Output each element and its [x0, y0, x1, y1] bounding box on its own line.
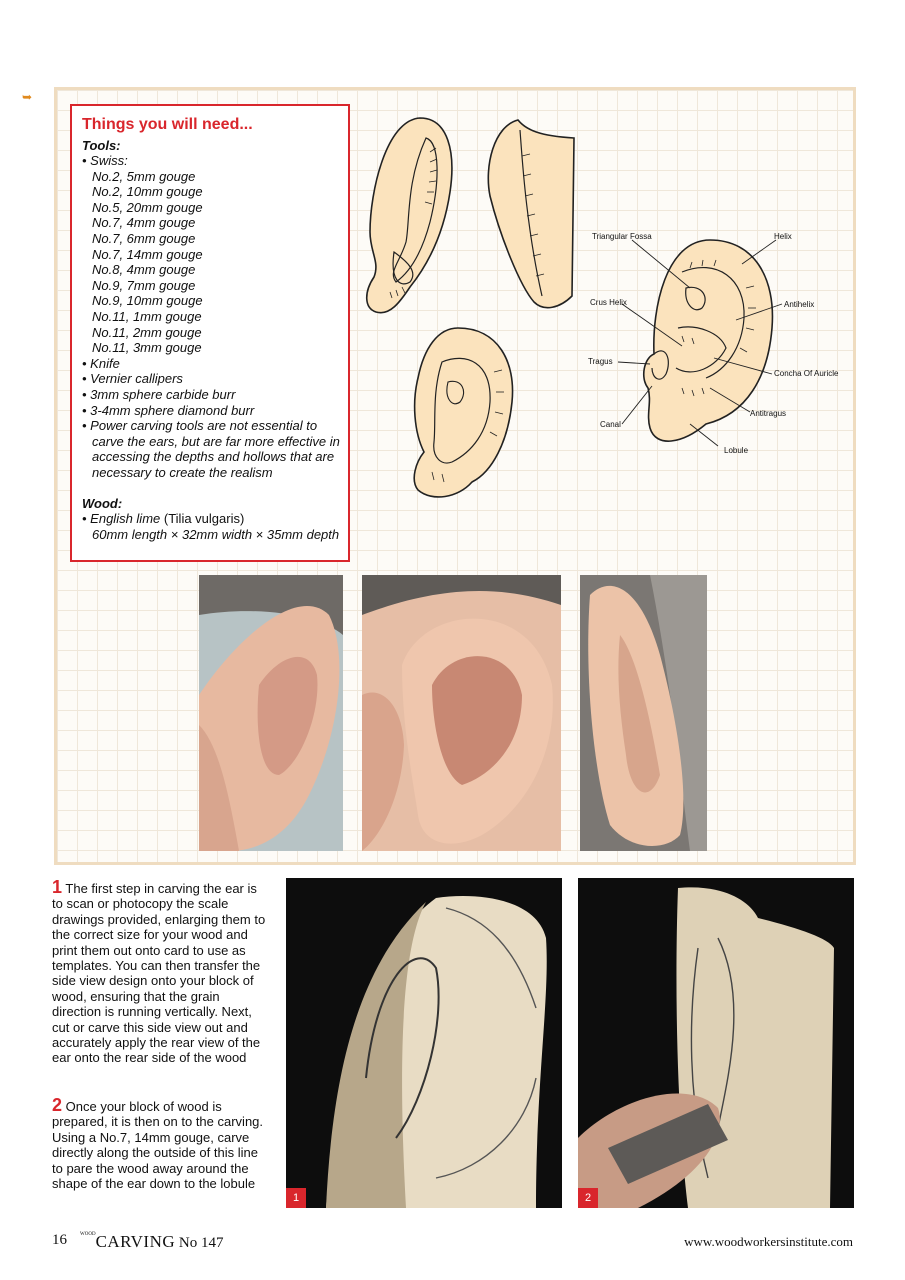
step-2-number: 2	[52, 1095, 63, 1115]
ear-front-view-drawing	[360, 112, 460, 320]
tool-item: No.11, 3mm gouge	[92, 340, 202, 356]
tool-item: • Power carving tools are not essential to carve the ears, but are far more effective in accessing the depths and hollows that are necessary to create the realism	[82, 418, 340, 480]
magazine-name-main: CARVING	[95, 1232, 176, 1251]
website-link[interactable]: www.woodworkersinstitute.com	[684, 1234, 853, 1249]
label-concha: Concha Of Auricle	[774, 369, 839, 378]
tool-item: No.2, 10mm gouge	[92, 184, 203, 200]
tool-item: No.9, 7mm gouge	[92, 277, 196, 293]
ear-anatomy-diagram	[586, 228, 846, 468]
label-tragus: Tragus	[588, 357, 613, 366]
photo-badge-1: 1	[286, 1188, 306, 1208]
label-antihelix: Antihelix	[784, 300, 815, 309]
step-1-photo	[286, 878, 562, 1208]
label-lobule: Lobule	[724, 446, 749, 455]
tool-item: No.7, 4mm gouge	[92, 215, 196, 231]
tool-item: No.9, 10mm gouge	[92, 293, 203, 309]
label-crus-helix: Crus Helix	[590, 298, 627, 307]
tool-item: • Vernier callipers	[82, 371, 340, 387]
tool-item: • Knife	[82, 356, 340, 372]
step-2	[52, 1095, 270, 1192]
page-footer	[52, 1232, 853, 1252]
tool-item: No.7, 14mm gouge	[92, 246, 203, 262]
ear-photo-side	[580, 575, 707, 851]
page-number: 16	[52, 1232, 67, 1248]
tool-item: No.7, 6mm gouge	[92, 230, 196, 246]
step-1-text: The first step in carving the ear is to scan or photocopy the scale drawings provided, enlarging them to the correct size for your wood and print them out onto card to use as templates. You can then transfer the side view design onto your block of wood, ensuring that the grain direction is running vertically. Next, cut or carve this side view out and accurately apply the rear view of the ear onto the rear side of the wood	[52, 881, 266, 1066]
step-2-photo	[578, 878, 854, 1208]
tool-item: No.11, 2mm gouge	[92, 324, 202, 340]
magazine-name	[80, 1232, 224, 1252]
tool-item: No.11, 1mm gouge	[92, 308, 202, 324]
tool-item: No.8, 4mm gouge	[92, 262, 196, 278]
wood-dimensions: 60mm length × 32mm width × 35mm depth	[92, 527, 340, 543]
label-helix: Helix	[774, 232, 792, 241]
tools-list	[82, 153, 340, 480]
step-1-number: 1	[52, 877, 63, 897]
page-marker-arrow-icon: ➥	[22, 90, 33, 104]
step-2-text: Once your block of wood is prepared, it is then on to the carving. Using a No.7, 14mm gouge, carve directly along the outside of this line to pare the wood away around the shape of the ear down to the lobule	[52, 1099, 264, 1192]
photo-badge-2: 2	[578, 1188, 598, 1208]
wood-heading: Wood:	[82, 496, 123, 512]
ear-photo-three-quarter	[362, 575, 561, 851]
wood-species: (Tilia vulgaris)	[163, 511, 245, 527]
ear-side-view-drawing	[480, 116, 580, 316]
ear-rear-view-drawing	[402, 322, 522, 502]
tool-item: • 3mm sphere carbide burr	[82, 387, 340, 403]
step-1	[52, 877, 270, 1066]
things-you-will-need-box	[70, 104, 350, 562]
ear-photo-front	[199, 575, 343, 851]
tool-item: No.5, 20mm gouge	[92, 199, 203, 215]
tool-item: • 3-4mm sphere diamond burr	[82, 403, 340, 419]
wood-list	[82, 511, 340, 542]
wood-type: English lime	[90, 511, 164, 527]
tool-item: • Swiss:	[82, 153, 340, 169]
magazine-name-small: WOOD	[80, 1232, 96, 1237]
label-canal: Canal	[600, 420, 621, 429]
needs-title: Things you will need...	[82, 116, 253, 133]
issue-number: No 147	[178, 1235, 224, 1251]
wood-item	[82, 511, 340, 527]
tool-item: No.2, 5mm gouge	[92, 168, 196, 184]
tools-heading: Tools:	[82, 138, 121, 153]
label-triangular-fossa: Triangular Fossa	[592, 232, 652, 241]
label-antitragus: Antitragus	[750, 409, 787, 418]
